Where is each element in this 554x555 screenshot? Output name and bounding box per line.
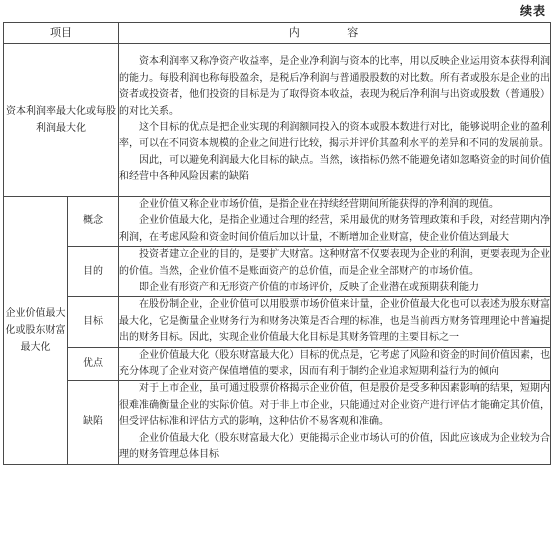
content-table: [3, 22, 551, 465]
paragraph: 因此，可以避免利润最大化目标的缺点。当然，该指标仍然不能避免诸如忽略资金的时间价值和经营中各种风险因素的缺陷: [119, 154, 550, 183]
paragraph: 企业价值最大化（股东财富最大化）更能揭示企业市场认可的价值，因此应该成为企业较为合理的财务管理总体目标: [119, 432, 550, 461]
header-item: 项目: [4, 23, 119, 44]
subrow-content: [119, 381, 551, 464]
subrow-content: [119, 297, 551, 347]
subrow-content: [119, 197, 551, 247]
table-row: [4, 197, 551, 247]
paragraph: 即企业有形资产和无形资产价值的市场评价，反映了企业潜在或预期获利能力: [139, 282, 479, 294]
subrow-label: 优点: [68, 347, 119, 381]
table-header-row: [4, 23, 551, 44]
paragraph: 投资者建立企业的目的，是要扩大财富。这种财富不仅要表现为企业的利润，更要表现为企业的价值。当然，企业价值不是账面资产的总价值，而是企业全部财产的市场价值。: [119, 249, 550, 277]
paragraph: 这个目标的优点是把企业实现的利润额同投入的资本或股本数进行对比，能够说明企业的盈利率，可以在不同资本规模的企业之间进行比较，揭示并评价其盈利水平的差异和不同的发展前景。: [119, 122, 550, 150]
paragraph: 企业价值最大化，是指企业通过合理的经营，采用最优的财务管理政策和手段，对经营期内净利润，在考虑风险和资金时间价值后加以计量，不断增加企业财富，使企业价值达到最大: [119, 215, 550, 243]
paragraph: 对于上市企业，虽可通过股票价格揭示企业价值，但是股价是受多种因素影响的结果，短期内很难准确衡量企业的实际价值。对于非上市企业，只能通过对企业资产进行评估才能确定其价值，但受评估标准和评估方式的影响，这种估价不易客观和准确。: [119, 383, 550, 428]
paragraph: 在股份制企业，企业价值可以用股票市场价值来计量，企业价值最大化也可以表述为股东财富最大化，它是衡量企业财务行为和财务决策是否合理的标准，也是当前西方财务管理理论中普遍提出的财务目标。因此，实现企业价值最大化目标是其财务管理的主要目标之一: [119, 299, 550, 344]
row1-item: 资本利润率最大化或每股利润最大化: [4, 44, 119, 197]
subrow-label: 概念: [68, 197, 119, 247]
header-content: 内 容: [119, 23, 551, 44]
table-row: [4, 297, 551, 347]
subrow-label: 目的: [68, 247, 119, 297]
subrow-label: 缺陷: [68, 381, 119, 464]
subrow-label: 目标: [68, 297, 119, 347]
row1-content: [119, 44, 551, 197]
subrow-content: [119, 247, 551, 297]
row2-item: 企业价值最大化或股东财富最大化: [4, 197, 68, 465]
table-row: [4, 381, 551, 464]
paragraph: 资本利润率又称净资产收益率，是企业净利润与资本的比率，用以反映企业运用资本获得利润的能力。每股利润也称每股盈余，是税后净利润与普通股股数的对比数。所有者或股东是企业的出资者或投资者，他们投资的目标是为了取得资本收益，表现为税后净利润与出资或股数（普通股）的对比关系。: [119, 56, 550, 117]
table-row: [4, 44, 551, 197]
subrow-content: [119, 347, 551, 381]
paragraph: 企业价值最大化（股东财富最大化）目标的优点是，它考虑了风险和资金的时间价值因素，也充分体现了企业对资产保值增值的要求，因而有利于制约企业追求短期利益行为的倾向: [119, 349, 550, 378]
table-row: [4, 247, 551, 297]
continued-label: 续表: [519, 4, 546, 18]
paragraph: 企业价值又称企业市场价值，是指企业在持续经营期间所能获得的净利润的现值。: [139, 199, 499, 210]
table-row: [4, 347, 551, 381]
